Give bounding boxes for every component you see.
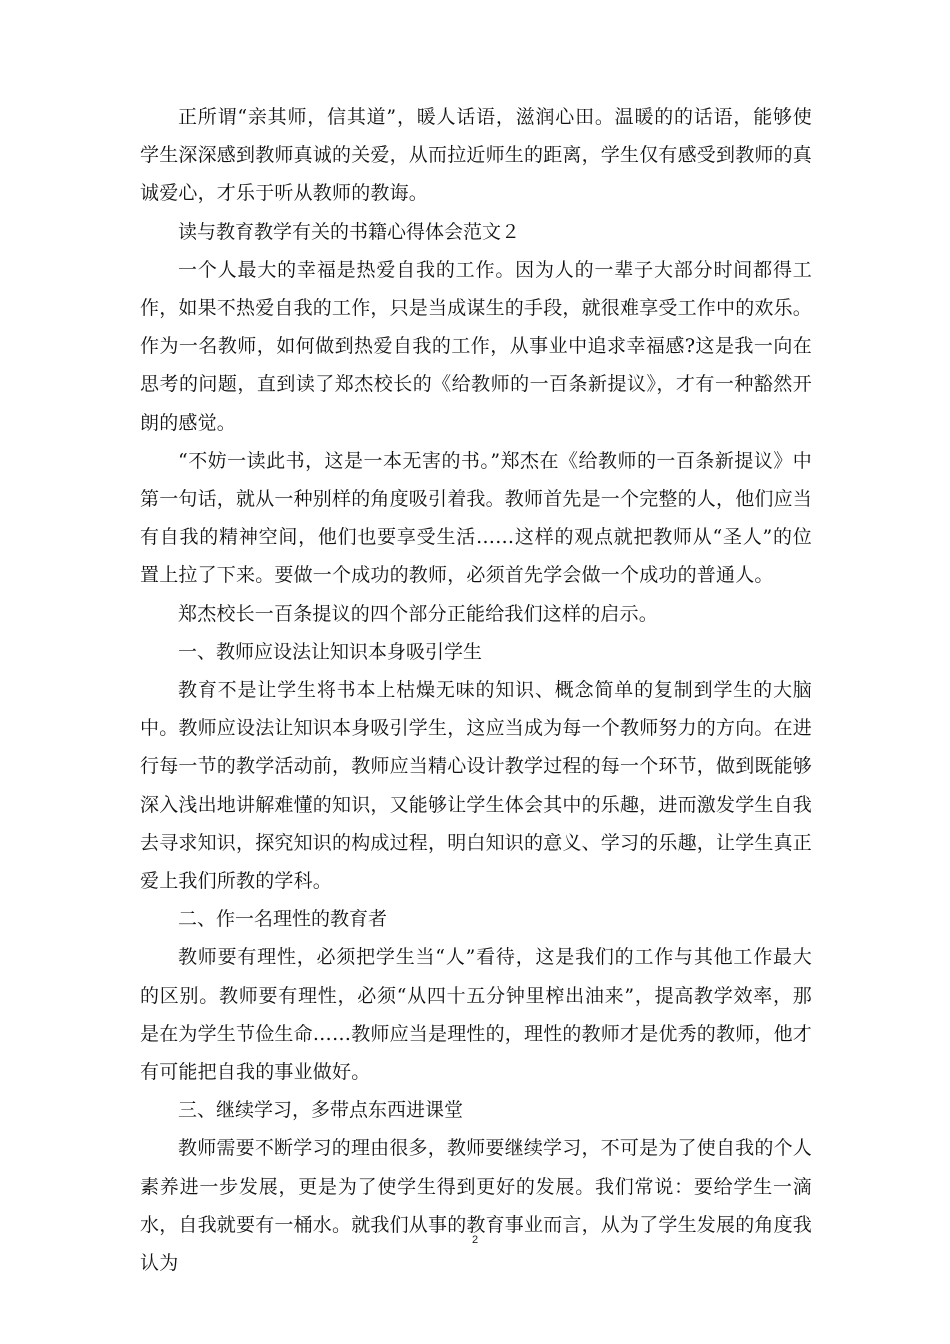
paragraph-point-two: 教师要有理性，必须把学生当“人”看待，这是我们的工作与其他工作最大的区别。教师要有理性，必须“从四十五分钟里榨出油来”，提高教学效率，那是在为学生节俭生命……教师应当是理性的，理性的教师才是优秀的教师，他才有可能把自我的事业做好。 [140,946,813,1084]
section-title: 读与教育教学有关的书籍心得体会范文２ [178,220,521,243]
paragraph-point-one: 教育不是让学生将书本上枯燥无味的知识、概念简单的复制到学生的大脑中。教师应设法让知识本身吸引学生，这应当成为每一个教师努力的方向。在进行每一节的教学活动前，教师应当精心设计教学过程的每一个环节，做到既能够深入浅出地讲解难懂的知识，又能够让学生体会其中的乐趣，进而激发学生自我去寻求知识，探究知识的构成过程，明白知识的意义、学习的乐趣，让学生真正爱上我们所教的学科。 [140,679,813,893]
heading-point-two: 二、作一名理性的教育者 [178,908,388,931]
paragraph-happiness: 一个人最大的幸福是热爱自我的工作。因为人的一辈子大部分时间都得工作，如果不热爱自我的工作，只是当成谋生的手段，就很难享受工作中的欢乐。作为一名教师，如何做到热爱自我的工作，从事业中追求幸福感?这是我一向在思考的问题，直到读了郑杰校长的《给教师的一百条新提议》，才有一种豁然开朗的感觉。 [140,258,813,434]
page-number: 2 [471,1234,479,1246]
paragraph-intro: 正所谓“亲其师，信其道”，暖人话语，滋润心田。温暖的的话语，能够使学生深深感到教师真诚的关爱，从而拉近师生的距离，学生仅有感受到教师的真诚爱心，才乐于听从教师的教诲。 [140,106,813,205]
document-body [140,98,812,1282]
paragraph-book-quote: “不妨一读此书，这是一本无害的书。”郑杰在《给教师的一百条新提议》中第一句话，就从一种别样的角度吸引着我。教师首先是一个完整的人，他们应当有自我的精神空间，他们也要享受生活……这样的观点就把教师从“圣人”的位置上拉了下来。要做一个成功的教师，必须首先学会做一个成功的普通人。 [140,449,813,587]
paragraph-four-parts: 郑杰校长一百条提议的四个部分正能给我们这样的启示。 [178,602,659,625]
paragraph-point-three: 教师需要不断学习的理由很多，教师要继续学习，不可是为了使自我的个人素养进一步发展，更是为了使学生得到更好的发展。我们常说：要给学生一滴水，自我就要有一桶水。就我们从事的教育事业而言，从为了学生发展的角度我认为 [140,1137,813,1275]
heading-point-three: 三、继续学习，多带点东西进课堂 [178,1099,464,1122]
heading-point-one: 一、教师应设法让知识本身吸引学生 [178,640,483,663]
